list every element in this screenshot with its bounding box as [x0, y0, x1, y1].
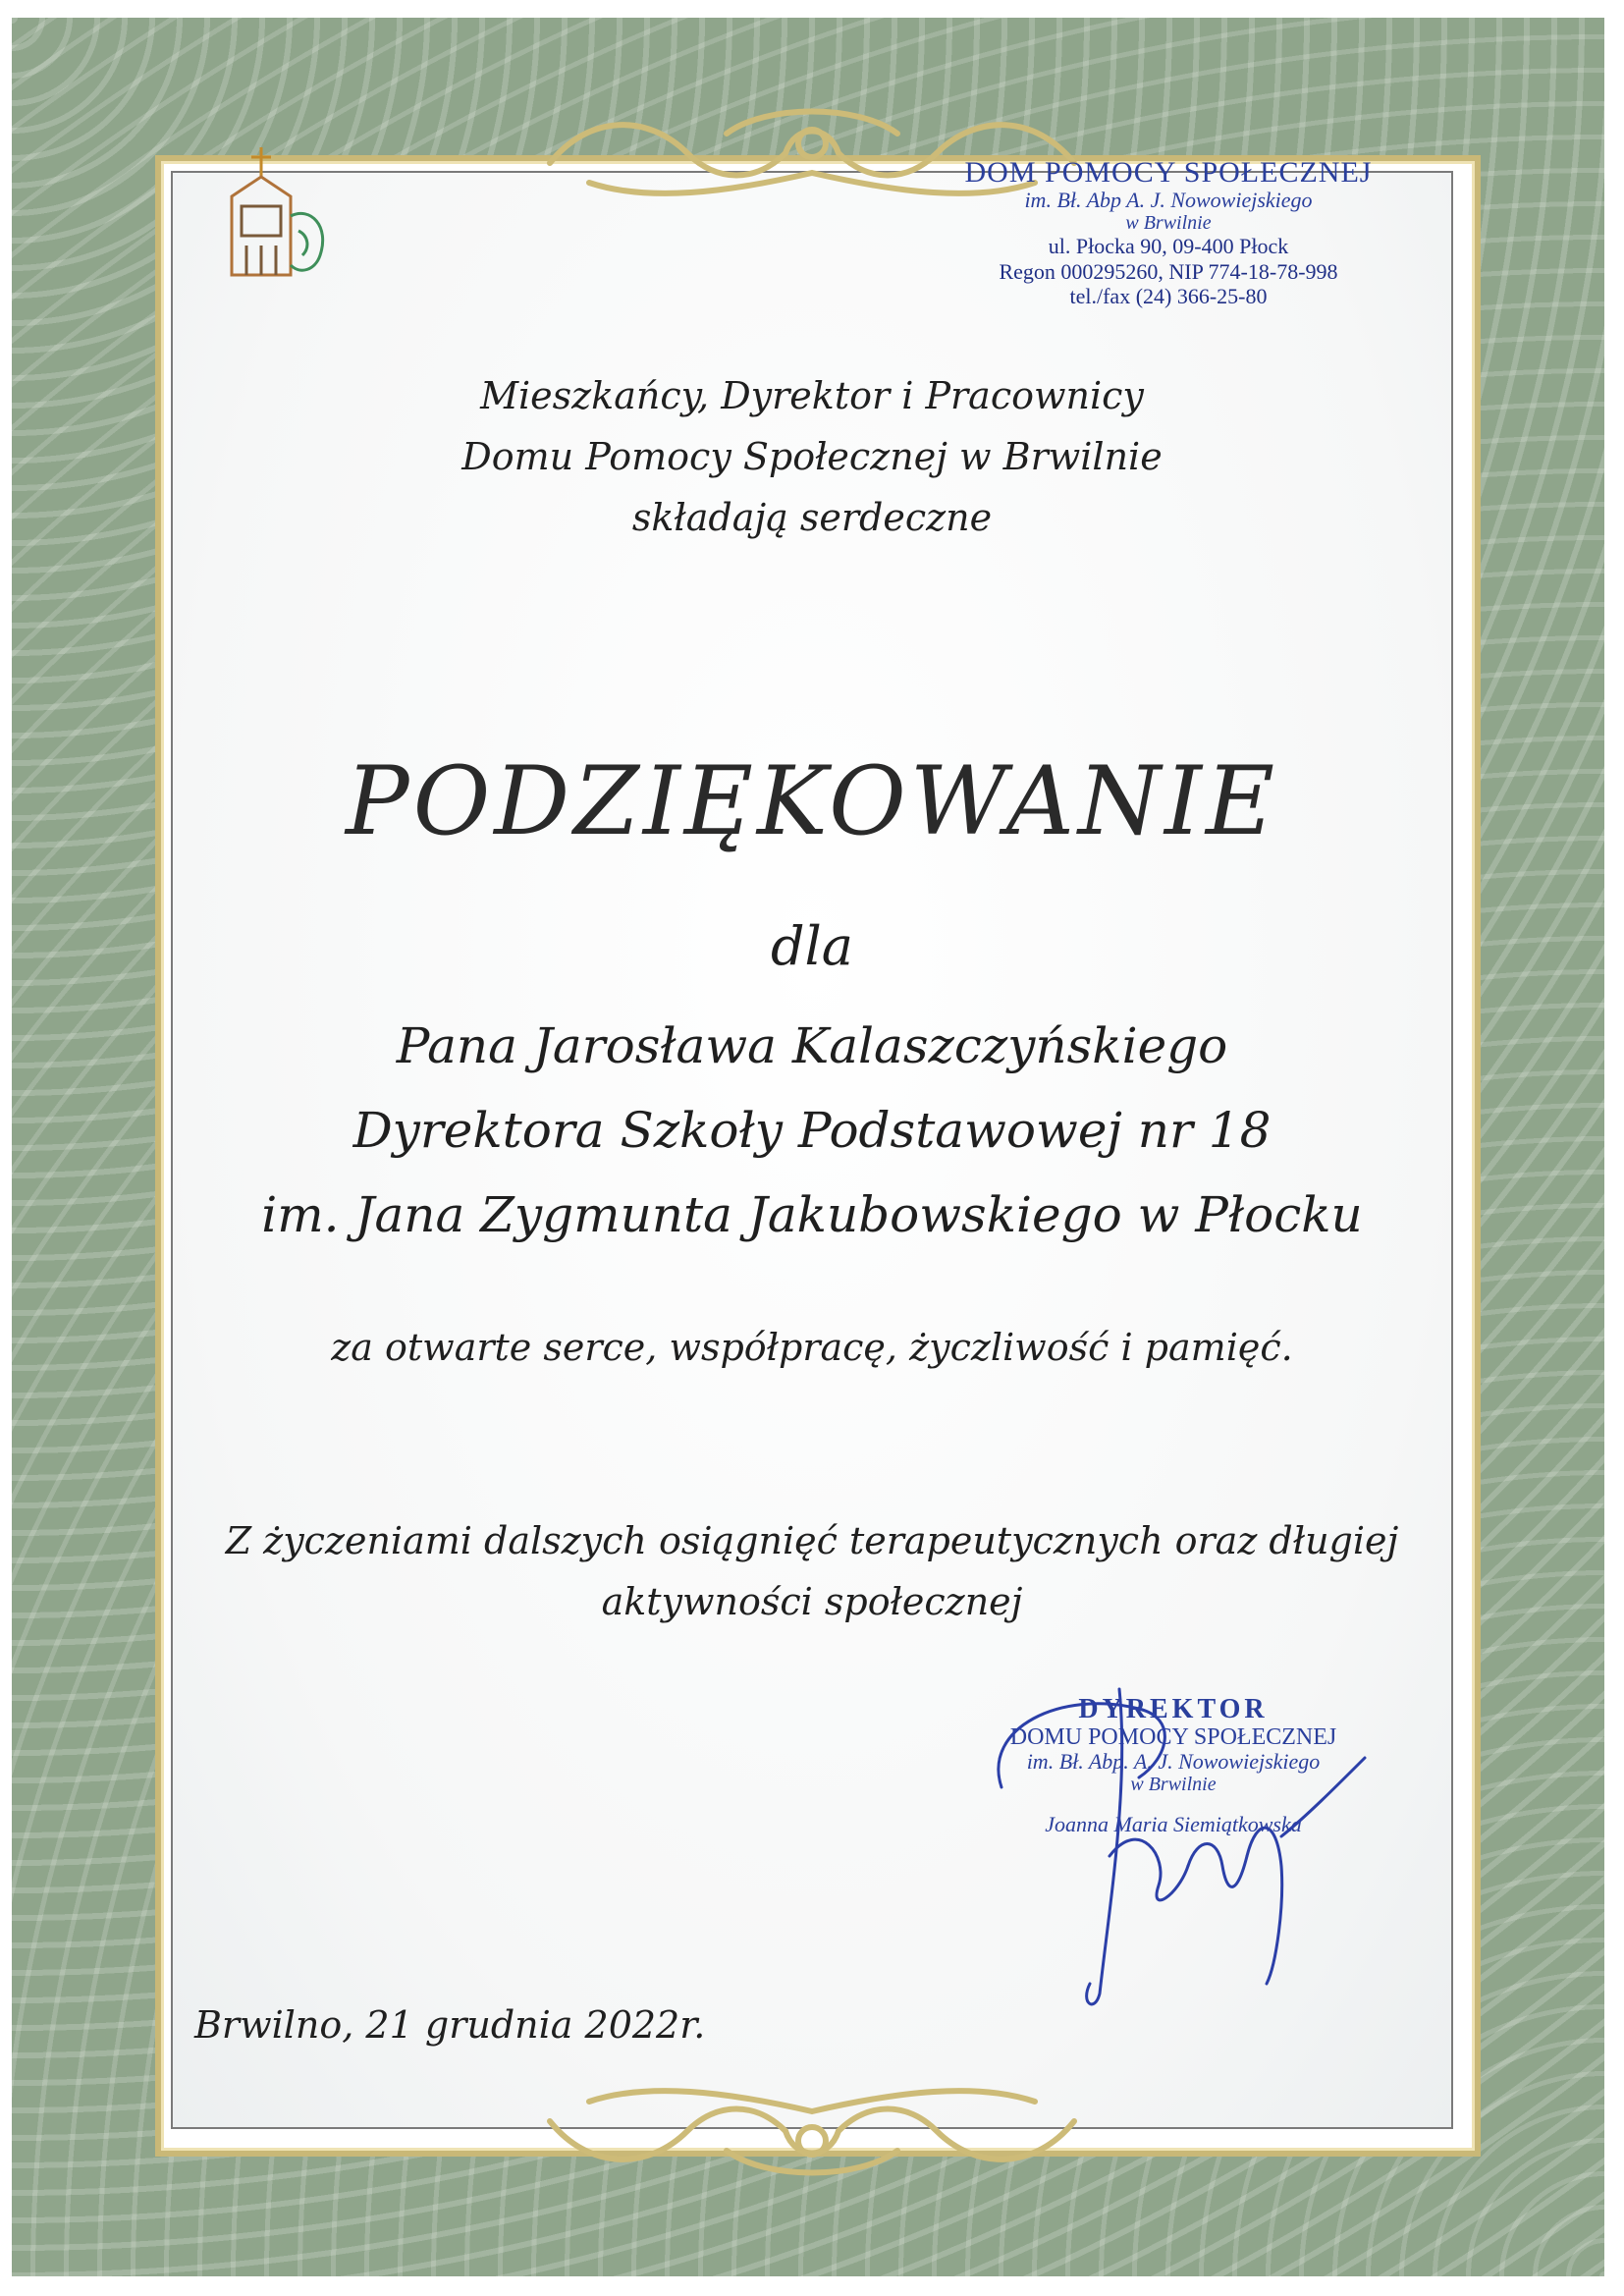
- stamp-line-name: DOM POMOCY SPOŁECZNEJ: [964, 156, 1373, 189]
- wishes-line-2: aktywności społecznej: [601, 1580, 1023, 1623]
- director-org: DOMU POMOCY SPOŁECZNEJ: [1009, 1724, 1337, 1750]
- wishes-line-1: Z życzeniami dalszych osiągnięć terapeutycznych oraz długiej: [225, 1519, 1399, 1562]
- intro-line-2: Domu Pomocy Społecznej w Brwilnie: [461, 435, 1163, 478]
- organization-stamp: [943, 157, 1394, 354]
- director-location: w Brwilnie: [1130, 1774, 1217, 1795]
- wishes-text: [173, 1510, 1451, 1632]
- stamp-line-regon: Regon 000295260, NIP 774-18-78-998: [999, 259, 1338, 284]
- director-title: DYREKTOR: [1078, 1694, 1269, 1724]
- intro-line-1: Mieszkańcy, Dyrektor i Pracownicy: [480, 374, 1144, 417]
- institution-logo-icon: [192, 137, 340, 295]
- director-patron: im. Bł. Abp. A. J. Nowowiejskiego: [1026, 1749, 1321, 1774]
- intro-text: [173, 365, 1451, 548]
- reason-text: za otwarte serce, współpracę, życzliwość i pamięć.: [331, 1326, 1293, 1369]
- recipient-school: im. Jana Zygmunta Jakubowskiego w Płocku: [261, 1186, 1363, 1243]
- intro-line-3: składają serdeczne: [631, 496, 993, 539]
- director-name: Joanna Maria Siemiątkowska: [1045, 1812, 1302, 1836]
- handwritten-signature-icon: [943, 1669, 1394, 2023]
- stamp-line-location: w Brwilnie: [1125, 212, 1212, 234]
- stamp-line-patron: im. Bł. Abp A. J. Nowowiejskiego: [1024, 188, 1313, 212]
- for-word: dla: [770, 915, 854, 977]
- bottom-ornament-icon: [530, 2072, 1094, 2190]
- issue-date: Brwilno, 21 grudnia 2022r.: [194, 2003, 706, 2047]
- stamp-line-phone: tel./fax (24) 366-25-80: [1069, 284, 1268, 308]
- recipient-name: Pana Jarosława Kalaszczyńskiego: [396, 1017, 1228, 1074]
- certificate-title: PODZIĘKOWANIE: [345, 746, 1279, 856]
- stamp-line-address: ul. Płocka 90, 09-400 Płock: [1048, 234, 1289, 258]
- recipient-block: [173, 1004, 1451, 1257]
- recipient-position: Dyrektora Szkoły Podstawowej nr 18: [352, 1102, 1272, 1159]
